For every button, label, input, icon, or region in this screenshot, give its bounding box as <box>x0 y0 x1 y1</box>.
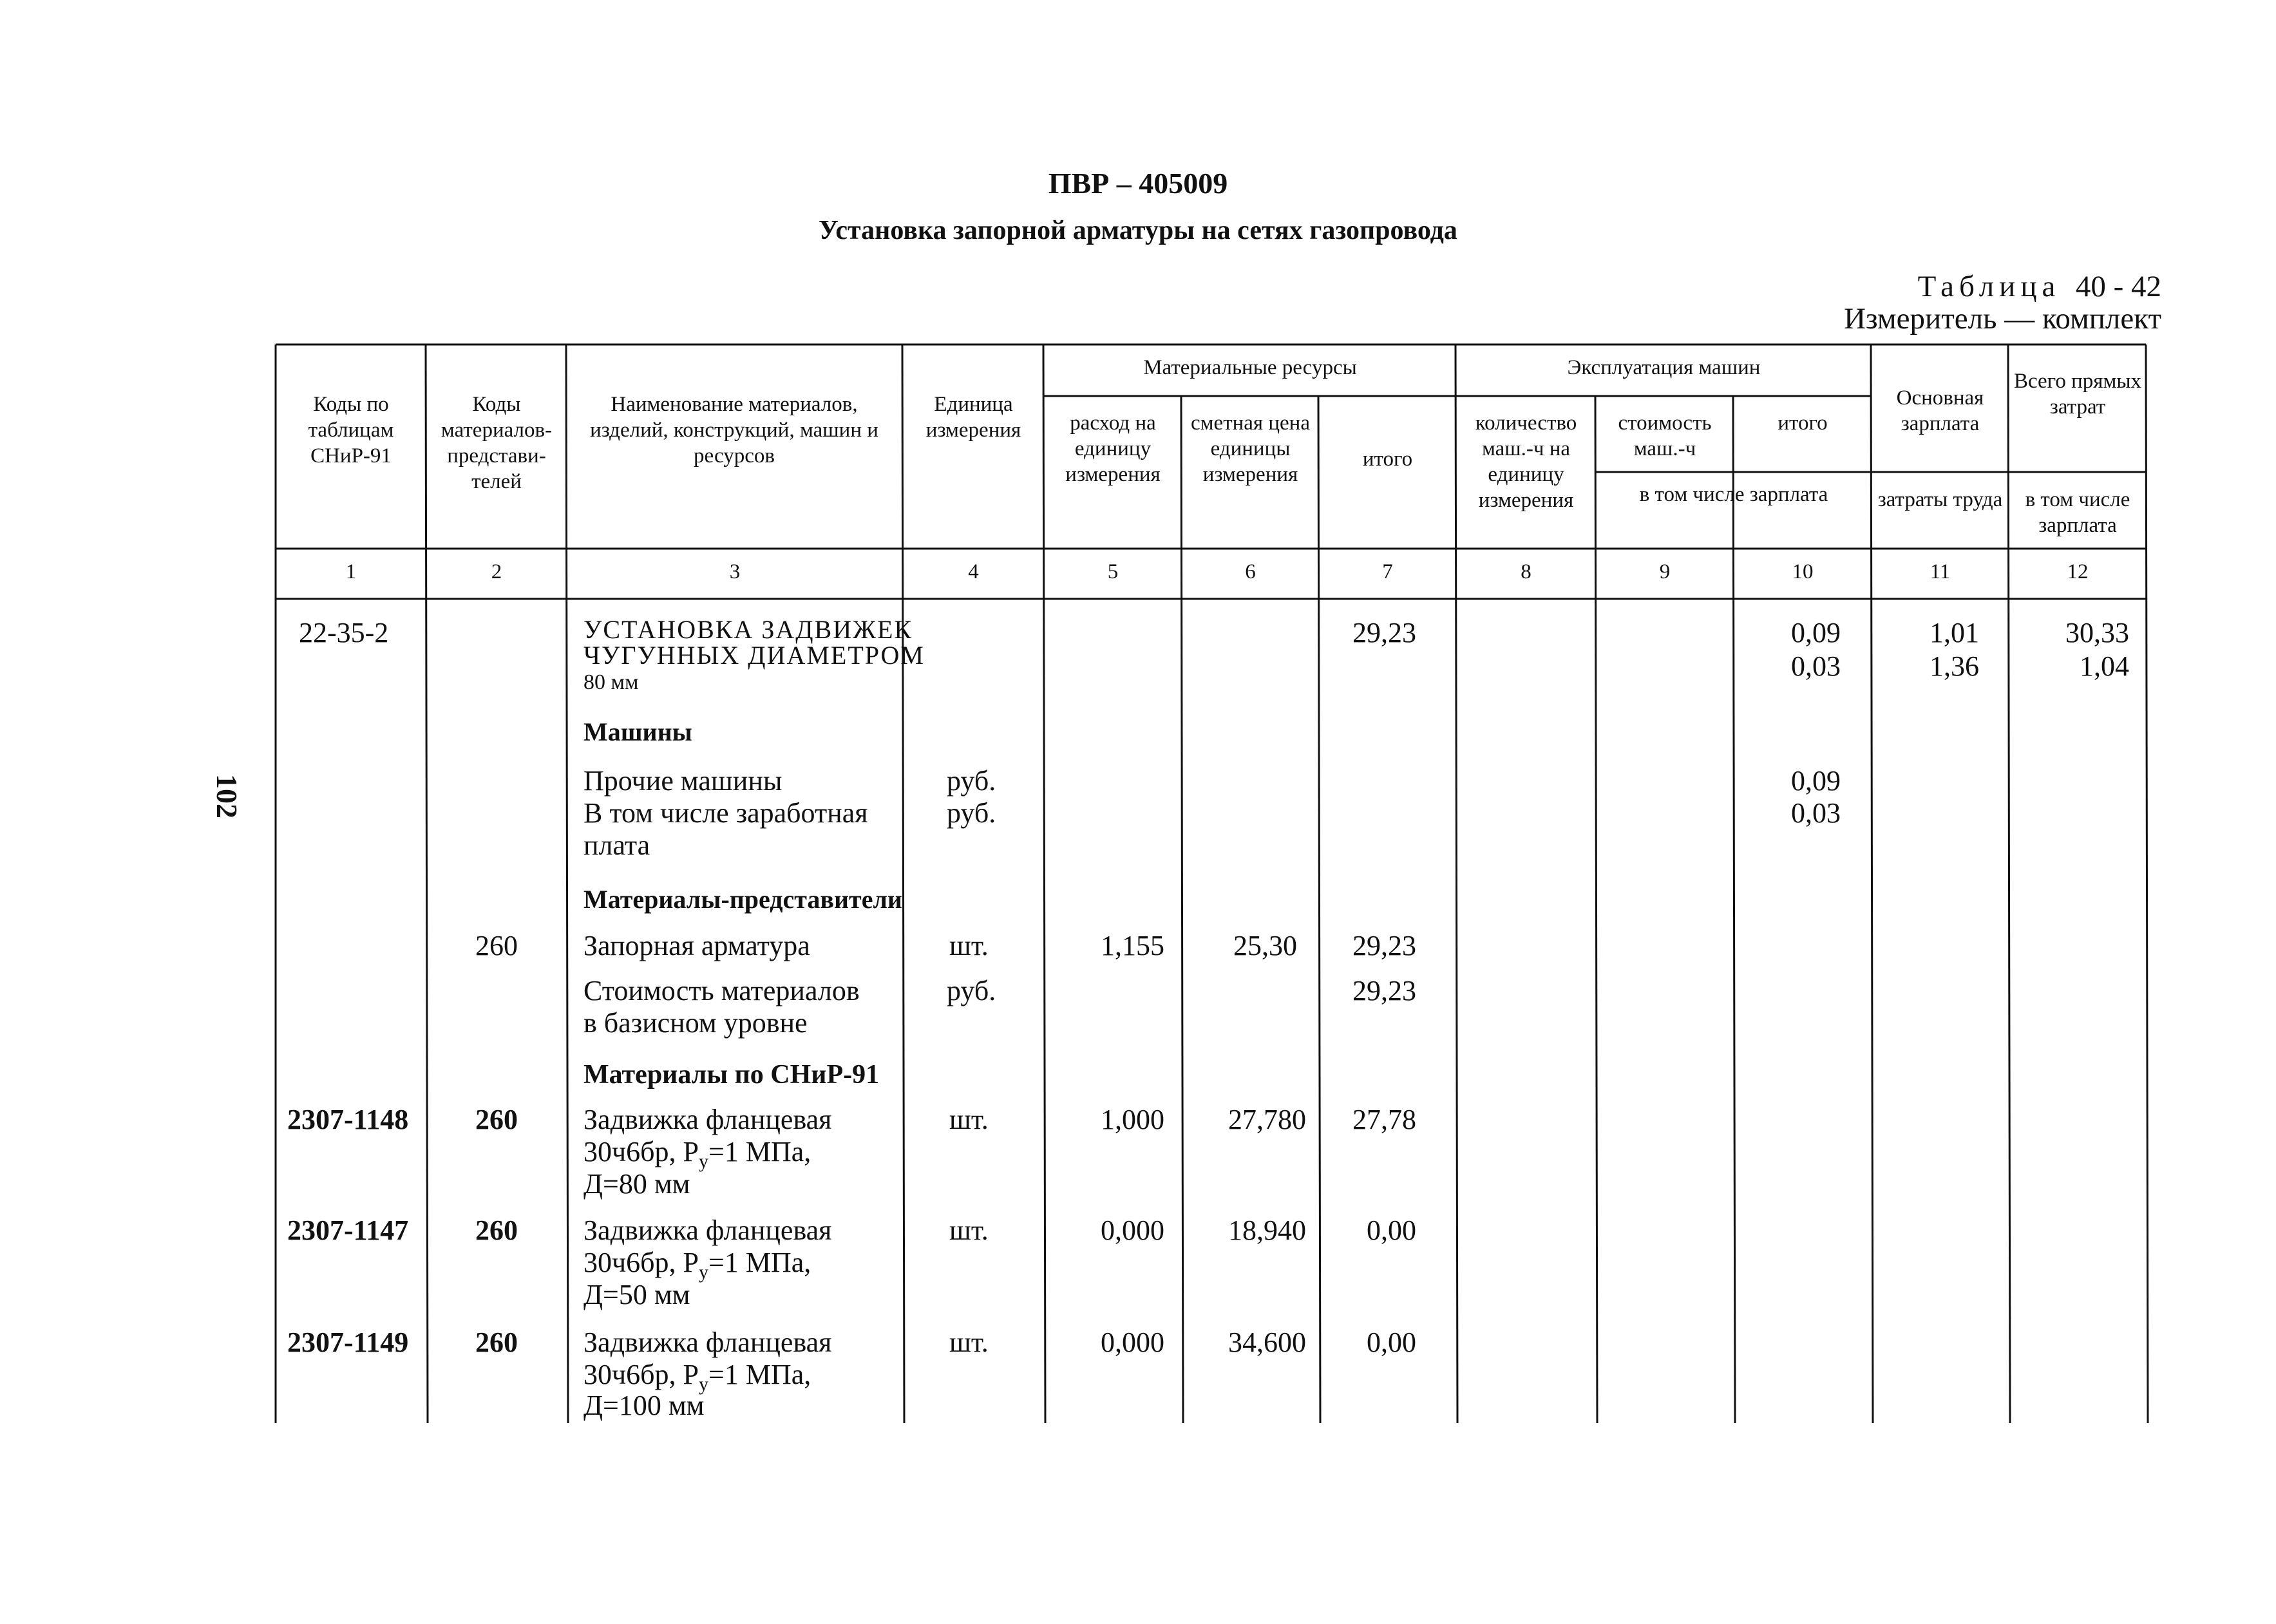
header-sub-9-10: в том числе зарплата <box>1639 483 1828 506</box>
header-group-machines: Эксплуатация машин <box>1567 356 1761 379</box>
header-col5: расход на единицу измерения <box>1065 411 1161 486</box>
header-col2: Коды материалов-представи-телей <box>441 393 553 493</box>
cell-machine-wage: 0,03 <box>1791 797 1841 829</box>
cell-machine-wage: 0,03 <box>1791 650 1841 682</box>
document-code: ПВР – 405009 <box>1048 167 1228 200</box>
row-name-line: Стоимость материалов <box>583 975 860 1006</box>
row-code-2307-1149: 2307-1149 <box>287 1327 409 1358</box>
section-snir-materials: Материалы по СНиР-91 <box>583 1060 880 1090</box>
cell-unit: шт. <box>949 1214 989 1246</box>
column-number: 2 <box>491 560 502 583</box>
cell-unit-price: 34,600 <box>1228 1327 1306 1358</box>
cell-rep-code: 260 <box>475 1327 518 1358</box>
cell-machine-total: 0,09 <box>1791 765 1841 797</box>
cell-unit: шт. <box>949 1327 989 1358</box>
row-name-line: Д=100 мм <box>583 1390 705 1421</box>
cell-consumption: 0,000 <box>1101 1327 1164 1358</box>
cell-base-wage: 1,01 <box>1930 617 1979 648</box>
name-part: 30ч6бр, Р <box>583 1247 699 1278</box>
row-name-line: ЧУГУННЫХ ДИАМЕТРОМ <box>583 641 925 670</box>
cell-unit: шт. <box>949 930 989 961</box>
name-part: 30ч6бр, Р <box>583 1359 699 1390</box>
cell-direct-wage: 1,04 <box>2080 650 2129 682</box>
column-number: 1 <box>345 560 357 583</box>
header-col11-bottom: затраты труда <box>1877 488 2003 511</box>
column-number: 3 <box>729 560 741 583</box>
column-number: 11 <box>1930 560 1951 583</box>
cell-total-material: 29,23 <box>1352 617 1416 648</box>
header-col11-top: Основная зарплата <box>1896 386 1984 435</box>
document-title: Установка запорной арматуры на сетях газопровода <box>819 216 1457 245</box>
subscript: у <box>699 1150 708 1172</box>
cell-labor-cost: 1,36 <box>1930 650 1979 682</box>
header-col3: Наименование материалов, изделий, конструкций, машин и ресурсов <box>590 393 878 467</box>
cell-total-material: 0,00 <box>1367 1214 1416 1246</box>
subscript: у <box>699 1261 708 1283</box>
row-code-22-35-2: 22-35-2 <box>299 617 389 648</box>
cell-unit-price: 25,30 <box>1233 930 1297 961</box>
column-number: 9 <box>1659 560 1671 583</box>
column-number: 8 <box>1521 560 1532 583</box>
cell-total-material: 29,23 <box>1352 930 1416 961</box>
row-name-line: Прочие машины <box>583 765 782 797</box>
header-col12-top: Всего прямых затрат <box>2013 370 2142 419</box>
cell-consumption: 1,000 <box>1101 1104 1164 1135</box>
row-name-line: Д=80 мм <box>583 1168 690 1200</box>
cell-unit: шт. <box>949 1104 989 1135</box>
row-name-line: Д=50 мм <box>583 1279 690 1310</box>
row-code-2307-1147: 2307-1147 <box>287 1214 409 1246</box>
header-group-material: Материальные ресурсы <box>1143 356 1357 379</box>
cell-unit-price: 27,780 <box>1228 1104 1306 1135</box>
cell-consumption: 1,155 <box>1101 930 1164 961</box>
row-name-line: в базисном уровне <box>583 1007 808 1039</box>
cell-rep-code: 260 <box>475 930 518 961</box>
row-code-2307-1148: 2307-1148 <box>287 1104 409 1135</box>
name-part: =1 МПа, <box>708 1247 811 1278</box>
header-col1: Коды по таблицам СНиР-91 <box>308 393 394 467</box>
row-name-line: Задвижка фланцевая <box>583 1327 832 1358</box>
cell-direct-total: 30,33 <box>2065 617 2129 648</box>
page-number: 102 <box>211 774 243 818</box>
section-representative-materials: Материалы-представители <box>583 885 902 914</box>
row-name-line: плата <box>583 829 650 861</box>
cell-rep-code: 260 <box>475 1214 518 1246</box>
cell-total-material: 0,00 <box>1367 1327 1416 1358</box>
column-number: 7 <box>1382 560 1393 583</box>
cell-unit: руб. <box>947 765 996 797</box>
header-col10: итого <box>1778 411 1828 435</box>
table-label-number: 40 - 42 <box>2075 270 2161 303</box>
column-number: 10 <box>1792 560 1814 583</box>
header-col7: итого <box>1362 448 1413 471</box>
measure-label: Измеритель — комплект <box>1844 302 2161 335</box>
row-name-line: Задвижка фланцевая <box>583 1214 832 1246</box>
cell-unit: руб. <box>947 975 996 1006</box>
header-col12-bottom: в том числе зарплата <box>2025 488 2130 537</box>
row-name-line: 80 мм <box>583 670 639 694</box>
cell-rep-code: 260 <box>475 1104 518 1135</box>
column-number: 12 <box>2067 560 2089 583</box>
cell-unit: руб. <box>947 797 996 829</box>
cell-machine-total: 0,09 <box>1791 617 1841 648</box>
header-col8: количество маш.-ч на единицу измерения <box>1475 411 1577 512</box>
cell-total-material: 29,23 <box>1352 975 1416 1006</box>
row-name-line: УСТАНОВКА ЗАДВИЖЕК <box>583 615 913 644</box>
cell-consumption: 0,000 <box>1101 1214 1164 1246</box>
table-label-word: Таблица <box>1917 270 2061 303</box>
column-number: 5 <box>1107 560 1119 583</box>
row-name-line: В том числе заработная <box>583 797 868 829</box>
section-machines: Машины <box>583 717 692 746</box>
cell-total-material: 27,78 <box>1352 1104 1416 1135</box>
subscript: у <box>699 1373 708 1395</box>
row-name-line: Запорная арматура <box>583 930 810 961</box>
header-col4: Единица измерения <box>925 393 1021 442</box>
header-col6: сметная цена единицы измерения <box>1191 411 1310 486</box>
name-part: =1 МПа, <box>708 1359 811 1390</box>
cell-unit-price: 18,940 <box>1228 1214 1306 1246</box>
column-number: 4 <box>968 560 979 583</box>
row-name-line: Задвижка фланцевая <box>583 1104 832 1135</box>
column-number: 6 <box>1245 560 1256 583</box>
name-part: 30ч6бр, Р <box>583 1136 699 1167</box>
header-col9: стоимость маш.-ч <box>1618 411 1712 460</box>
name-part: =1 МПа, <box>708 1136 811 1167</box>
